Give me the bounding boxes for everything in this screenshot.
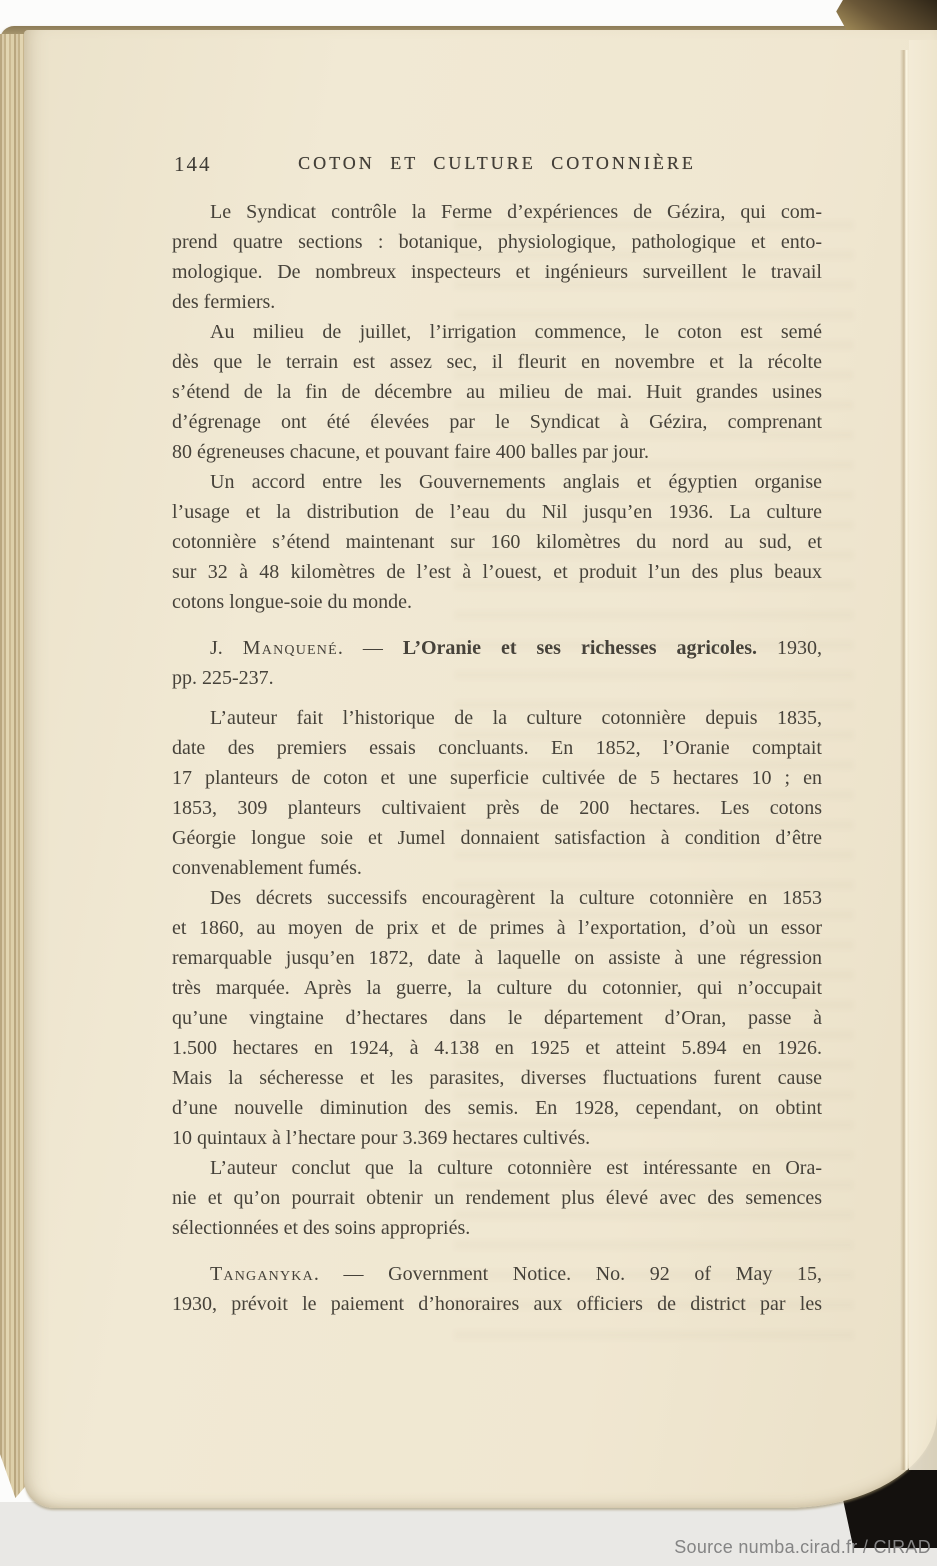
citation-block	[172, 633, 822, 693]
citation-block	[172, 1259, 822, 1319]
body-text: remarquable jusqu’en 1872, date à laquelle on assiste à une régression	[172, 947, 822, 969]
body-text: dès que le terrain est assez sec, il fleurit en novembre et la récolte	[172, 351, 822, 373]
paragraph	[172, 703, 822, 883]
body-text: mologique. De nombreux inspecteurs et ingénieurs surveillent le travail	[172, 261, 822, 283]
text-line	[172, 1033, 822, 1063]
text-line	[172, 437, 822, 467]
body-text: 80 égreneuses chacune, et pouvant faire 400 balles par jour.	[172, 441, 650, 463]
text-line	[172, 703, 822, 733]
text-line	[172, 1123, 822, 1153]
text-line	[172, 1259, 822, 1289]
text-line	[172, 943, 822, 973]
paragraph	[172, 467, 822, 617]
body-text: 10 quintaux à l’hectare pour 3.369 hectares cultivés.	[172, 1127, 591, 1149]
text-line	[172, 467, 822, 497]
body-text: d’égrenage ont été élevées par le Syndicat à Gézira, comprenant	[172, 411, 822, 433]
attribution: Source numba.cirad.fr / CIRAD	[674, 1537, 931, 1557]
body-text: 1853, 309 planteurs cultivaient près de 200 hectares. Les cotons	[172, 797, 822, 819]
body-text: . —	[337, 637, 403, 659]
text-line	[172, 1153, 822, 1183]
body-text: d’une nouvelle diminution des semis. En 1928, cependant, on obtint	[172, 1097, 822, 1119]
paragraph	[172, 1153, 822, 1243]
underlying-page-edge	[909, 40, 937, 1470]
text-line	[172, 1183, 822, 1213]
body-text: Au milieu de juillet, l’irrigation commence, le coton est semé	[210, 321, 822, 343]
body-text: nie et qu’on pourrait obtenir un rendement plus élevé avec des semences	[172, 1187, 822, 1209]
body-text: L’auteur conclut que la culture cotonnière est intéressante en Ora-	[210, 1157, 822, 1179]
text-line	[172, 197, 822, 227]
text-line	[172, 1213, 822, 1243]
text-line	[172, 1289, 822, 1319]
small-caps-text: Tanganyka	[210, 1263, 314, 1285]
text-line	[172, 733, 822, 763]
body-text: 17 planteurs de coton et une superficie cultivée de 5 hectares 10 ; en	[172, 767, 822, 789]
text-line	[172, 587, 822, 617]
body-text: cotonnière s’étend maintenant sur 160 kilomètres du nord au sud, et	[172, 531, 822, 553]
text-line	[172, 317, 822, 347]
text-line	[172, 1063, 822, 1093]
paragraph	[172, 317, 822, 467]
text-line	[172, 913, 822, 943]
text-line	[172, 663, 822, 693]
body-text: s’étend de la fin de décembre au milieu de mai. Huit grandes usines	[172, 381, 822, 403]
text-line	[172, 853, 822, 883]
running-header: COTON ET CULTURE COTONNIÈRE	[298, 153, 696, 173]
text-line	[172, 257, 822, 287]
text-line	[172, 973, 822, 1003]
text-line	[172, 793, 822, 823]
body-text: cotons longue-soie du monde.	[172, 591, 412, 613]
text-line	[172, 227, 822, 257]
body-text: des fermiers.	[172, 291, 276, 313]
text-line	[172, 527, 822, 557]
body-text: très marquée. Après la guerre, la culture du cotonnier, qui n’occupait	[172, 977, 822, 999]
body-text: date des premiers essais concluants. En 1852, l’Oranie comptait	[172, 737, 822, 759]
text-line	[172, 407, 822, 437]
text-line	[172, 823, 822, 853]
text-body	[172, 197, 822, 1329]
body-text: Un accord entre les Gouvernements anglais et égyptien organise	[210, 471, 822, 493]
page-number: 144	[174, 152, 212, 176]
body-text: L’auteur fait l’historique de la culture cotonnière depuis 1835,	[210, 707, 822, 729]
text-line	[172, 883, 822, 913]
body-text: Mais la sécheresse et les parasites, diverses fluctuations furent cause	[172, 1067, 822, 1089]
text-line	[172, 633, 822, 663]
text-line	[172, 347, 822, 377]
text-line	[172, 497, 822, 527]
text-line	[172, 1003, 822, 1033]
text-line	[172, 287, 822, 317]
body-text: . — Government Notice. No. 92 of May 15,	[313, 1263, 822, 1285]
page-header	[172, 150, 822, 182]
body-text: Le Syndicat contrôle la Ferme d’expériences de Gézira, qui com-	[210, 201, 822, 223]
body-text: sélectionnées et des soins appropriés.	[172, 1217, 471, 1239]
body-text: pp. 225-237.	[172, 667, 274, 689]
body-text: J.	[210, 637, 243, 659]
body-text: 1930,	[757, 637, 823, 659]
body-text: Des décrets successifs encouragèrent la culture cotonnière en 1853	[210, 887, 822, 909]
text-line	[172, 763, 822, 793]
text-line	[172, 1093, 822, 1123]
body-text: prend quatre sections : botanique, physiologique, pathologique et ento-	[172, 231, 822, 253]
body-text: Géorgie longue soie et Jumel donnaient satisfaction à condition d’être	[172, 827, 822, 849]
body-text: qu’une vingtaine d’hectares dans le département d’Oran, passe à	[172, 1007, 822, 1029]
body-text: 1930, prévoit le paiement d’honoraires aux officiers de district par les	[172, 1293, 822, 1315]
bold-title-text: L’Oranie et ses richesses agricoles.	[402, 637, 758, 659]
small-caps-text: Manquené	[242, 637, 338, 659]
body-text: sur 32 à 48 kilomètres de l’est à l’ouest, et produit l’un des plus beaux	[172, 561, 822, 583]
text-line	[172, 557, 822, 587]
page-crease	[900, 50, 909, 1470]
text-line	[172, 377, 822, 407]
paragraph	[172, 197, 822, 317]
body-text: convenablement fumés.	[172, 857, 362, 879]
body-text: 1.500 hectares en 1924, à 4.138 en 1925 et atteint 5.894 en 1926.	[172, 1037, 822, 1059]
body-text: et 1860, au moyen de prix et de primes à l’exportation, d’où un essor	[172, 917, 822, 939]
paragraph	[172, 883, 822, 1153]
body-text: l’usage et la distribution de l’eau du Nil jusqu’en 1936. La culture	[172, 501, 822, 523]
